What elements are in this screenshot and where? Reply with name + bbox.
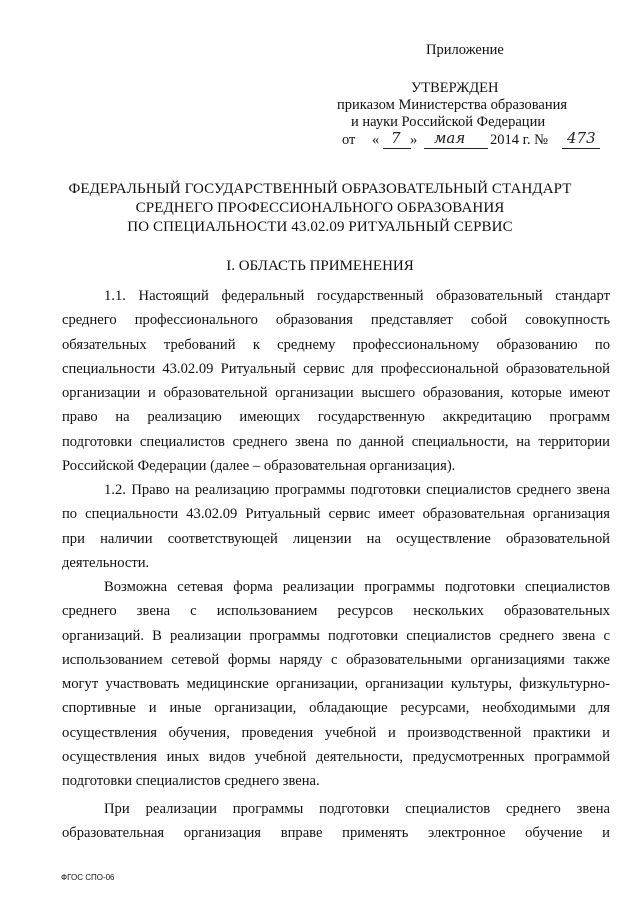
body-line: при наличии соответствующей лицензии на осуществление образовательной (62, 531, 610, 547)
number-underline (562, 148, 600, 149)
handwritten-order-number: 473 (567, 129, 596, 147)
body-line: подготовки специалистов среднего звена. (62, 773, 320, 789)
date-prefix: от (342, 132, 356, 148)
body-line: При реализации программы подготовки специалистов среднего звена (104, 801, 610, 817)
body-line: использованием сетевой формы наряду с образовательными организациями также (62, 652, 610, 668)
appendix-label: Приложение (426, 42, 504, 58)
order-line-1: приказом Министерства образования (337, 97, 568, 113)
body-line: деятельности. (62, 555, 150, 571)
body-line: среднего профессионального образования представляет собой совокупность (62, 312, 610, 328)
day-underline (383, 148, 411, 149)
quote-open: « (372, 132, 380, 148)
body-line: Российской Федерации (далее – образовательная организация). (62, 458, 456, 474)
section-heading: I. ОБЛАСТЬ ПРИМЕНЕНИЯ (226, 258, 414, 274)
footer-code: ФГОС СПО-06 (61, 873, 115, 882)
title-line-2: СРЕДНЕГО ПРОФЕССИОНАЛЬНОГО ОБРАЗОВАНИЯ (135, 200, 505, 216)
body-line: 1.2. Право на реализацию программы подготовки специалистов среднего звена (104, 482, 610, 498)
body-line: осуществления иных видов учебной деятельности, предусмотренных программой (62, 749, 610, 765)
title-line-3: ПО СПЕЦИАЛЬНОСТИ 43.02.09 РИТУАЛЬНЫЙ СЕРВИС (127, 219, 513, 235)
body-line: специальности 43.02.09 Ритуальный сервис для профессиональной образовательной (62, 361, 610, 377)
handwritten-day: 7 (391, 129, 401, 147)
body-line: подготовки специалистов среднего звена по данной специальности, на территории (62, 434, 610, 450)
handwritten-month: мая (434, 129, 466, 147)
body-line: спортивные и иные организации, обладающие ресурсами, необходимыми для (62, 700, 610, 716)
body-line: обязательных требований к среднему профессиональному образованию по (62, 337, 610, 353)
order-line-2: и науки Российской Федерации (351, 114, 546, 130)
body-line: организации и образовательной организации высшего образования, которые имеют (62, 385, 610, 401)
body-line: образовательная организация вправе применять электронное обучение и (62, 825, 610, 841)
body-line: 1.1. Настоящий федеральный государственный образовательный стандарт (104, 288, 610, 304)
body-line: осуществления обучения, проведения учебной и производственной практики и (62, 725, 610, 741)
body-line: среднего звена с использованием ресурсов нескольких образовательных (62, 603, 610, 619)
approved-label: УТВЕРЖДЕН (411, 80, 499, 96)
body-line: по специальности 43.02.09 Ритуальный сервис имеет образовательная организация (62, 506, 610, 522)
body-line: могут участвовать медицинские организации, организации культуры, физкультурно- (62, 676, 610, 692)
body-line: организаций. В реализации программы подготовки специалистов среднего звена с (62, 628, 610, 644)
quote-close: » (410, 132, 418, 148)
year-text: 2014 г. № (490, 132, 549, 148)
title-line-1: ФЕДЕРАЛЬНЫЙ ГОСУДАРСТВЕННЫЙ ОБРАЗОВАТЕЛЬНЫЙ СТАНДАРТ (68, 181, 572, 197)
month-underline (424, 148, 488, 149)
body-line: право на реализацию имеющих государственную аккредитацию программ (62, 409, 610, 425)
body-line: Возможна сетевая форма реализации программы подготовки специалистов (104, 579, 610, 595)
